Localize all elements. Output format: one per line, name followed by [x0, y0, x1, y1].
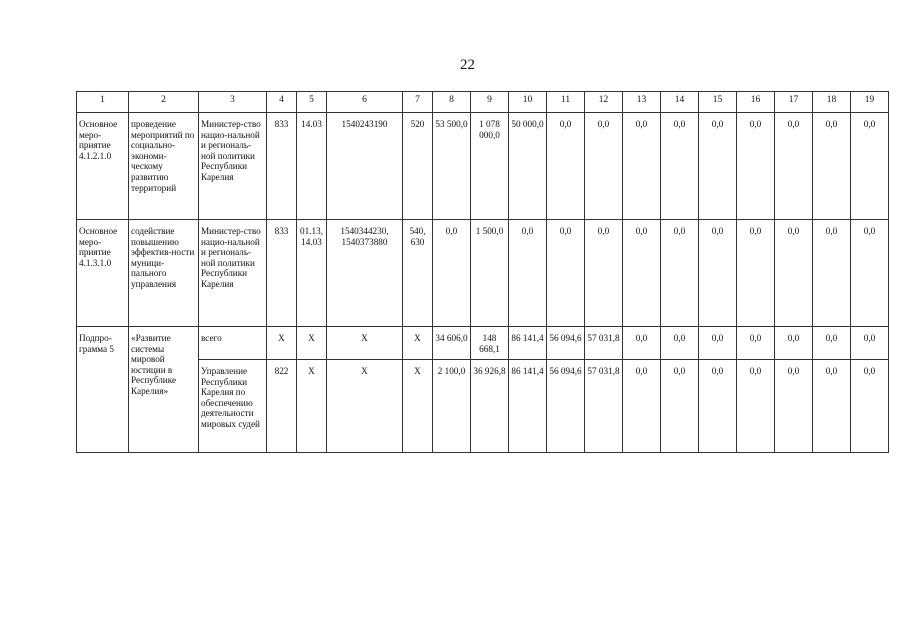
value-cell: 0,0: [775, 327, 813, 360]
header-cell: 13: [623, 92, 661, 113]
value-cell: 56 094,6: [547, 327, 585, 360]
header-cell: 8: [433, 92, 471, 113]
table-row: [77, 360, 889, 453]
value-cell: 1 500,0: [471, 220, 509, 327]
value-cell: 0,0: [699, 220, 737, 327]
grbs-cell: 833: [267, 220, 297, 327]
name-cell: содействие повышению эффектив-ности муници-пального управления: [129, 220, 199, 327]
header-cell: 2: [129, 92, 199, 113]
header-cell: 19: [851, 92, 889, 113]
vr-cell: 520: [403, 113, 433, 220]
header-cell: 15: [699, 92, 737, 113]
value-cell: 0,0: [699, 327, 737, 360]
vr-cell: Х: [403, 327, 433, 360]
value-cell: 1 078 000,0: [471, 113, 509, 220]
value-cell: 0,0: [433, 220, 471, 327]
value-cell: 0,0: [661, 327, 699, 360]
value-cell: 0,0: [813, 113, 851, 220]
value-cell: 0,0: [775, 220, 813, 327]
header-cell: 4: [267, 92, 297, 113]
header-cell: 12: [585, 92, 623, 113]
value-cell: 56 094,6: [547, 360, 585, 453]
name-cell: проведение мероприятий по социально-экономи-ческому развитию территорий: [129, 113, 199, 220]
value-cell: 0,0: [547, 113, 585, 220]
value-cell: 0,0: [585, 220, 623, 327]
value-cell: 0,0: [737, 360, 775, 453]
value-cell: 0,0: [547, 220, 585, 327]
header-cell: 7: [403, 92, 433, 113]
csr-cell: Х: [327, 360, 403, 453]
value-cell: 0,0: [623, 360, 661, 453]
value-cell: 36 926,8: [471, 360, 509, 453]
value-cell: 0,0: [623, 113, 661, 220]
value-cell: 0,0: [623, 220, 661, 327]
value-cell: 0,0: [813, 360, 851, 453]
value-cell: 50 000,0: [509, 113, 547, 220]
budget-table: [76, 91, 889, 453]
value-cell: 0,0: [699, 360, 737, 453]
name-cell: «Развитие системы мировой юстиции в Республике Карелия»: [129, 327, 199, 453]
header-cell: 3: [199, 92, 267, 113]
value-cell: 0,0: [509, 220, 547, 327]
header-cell: 6: [327, 92, 403, 113]
rzpr-cell: Х: [297, 360, 327, 453]
header-cell: 18: [813, 92, 851, 113]
value-cell: 0,0: [851, 220, 889, 327]
value-cell: 0,0: [737, 113, 775, 220]
rzpr-cell: 01.13, 14.03: [297, 220, 327, 327]
vr-cell: Х: [403, 360, 433, 453]
header-cell: 5: [297, 92, 327, 113]
header-cell: 17: [775, 92, 813, 113]
value-cell: 0,0: [851, 360, 889, 453]
rzpr-cell: Х: [297, 327, 327, 360]
csr-cell: Х: [327, 327, 403, 360]
header-cell: 9: [471, 92, 509, 113]
value-cell: 0,0: [813, 327, 851, 360]
status-cell: Основное меро-приятие 4.1.2.1.0: [77, 113, 129, 220]
value-cell: 0,0: [737, 220, 775, 327]
csr-cell: 1540344230, 1540373880: [327, 220, 403, 327]
value-cell: 2 100,0: [433, 360, 471, 453]
header-row: [77, 92, 889, 113]
value-cell: 0,0: [661, 220, 699, 327]
value-cell: 0,0: [661, 360, 699, 453]
csr-cell: 1540243190: [327, 113, 403, 220]
value-cell: 0,0: [775, 360, 813, 453]
header-cell: 16: [737, 92, 775, 113]
value-cell: 34 606,0: [433, 327, 471, 360]
header-cell: 1: [77, 92, 129, 113]
grbs-cell: 822: [267, 360, 297, 453]
table-row: [77, 327, 889, 360]
value-cell: 0,0: [851, 113, 889, 220]
rzpr-cell: 14.03: [297, 113, 327, 220]
grbs-cell: 833: [267, 113, 297, 220]
grbs-cell: Х: [267, 327, 297, 360]
value-cell: 0,0: [775, 113, 813, 220]
header-cell: 11: [547, 92, 585, 113]
value-cell: 0,0: [623, 327, 661, 360]
value-cell: 57 031,8: [585, 327, 623, 360]
table-row: [77, 113, 889, 220]
value-cell: 148 668,1: [471, 327, 509, 360]
value-cell: 0,0: [585, 113, 623, 220]
value-cell: 57 031,8: [585, 360, 623, 453]
executor-cell: Управление Республики Карелия по обеспечению деятельности мировых судей: [199, 360, 267, 453]
header-cell: 10: [509, 92, 547, 113]
value-cell: 0,0: [661, 113, 699, 220]
page-number: 22: [460, 57, 475, 73]
executor-cell: всего: [199, 327, 267, 360]
value-cell: 86 141,4: [509, 327, 547, 360]
status-cell: Основное меро-приятие 4.1.3.1.0: [77, 220, 129, 327]
value-cell: 0,0: [699, 113, 737, 220]
value-cell: 53 500,0: [433, 113, 471, 220]
value-cell: 0,0: [737, 327, 775, 360]
table-row: [77, 220, 889, 327]
value-cell: 86 141,4: [509, 360, 547, 453]
vr-cell: 540, 630: [403, 220, 433, 327]
status-cell: Подпро-грамма 5: [77, 327, 129, 453]
executor-cell: Министер-ство нацио-нальной и региональ-ной политики Республики Карелия: [199, 220, 267, 327]
header-cell: 14: [661, 92, 699, 113]
executor-cell: Министер-ство нацио-нальной и региональ-ной политики Республики Карелия: [199, 113, 267, 220]
value-cell: 0,0: [851, 327, 889, 360]
value-cell: 0,0: [813, 220, 851, 327]
